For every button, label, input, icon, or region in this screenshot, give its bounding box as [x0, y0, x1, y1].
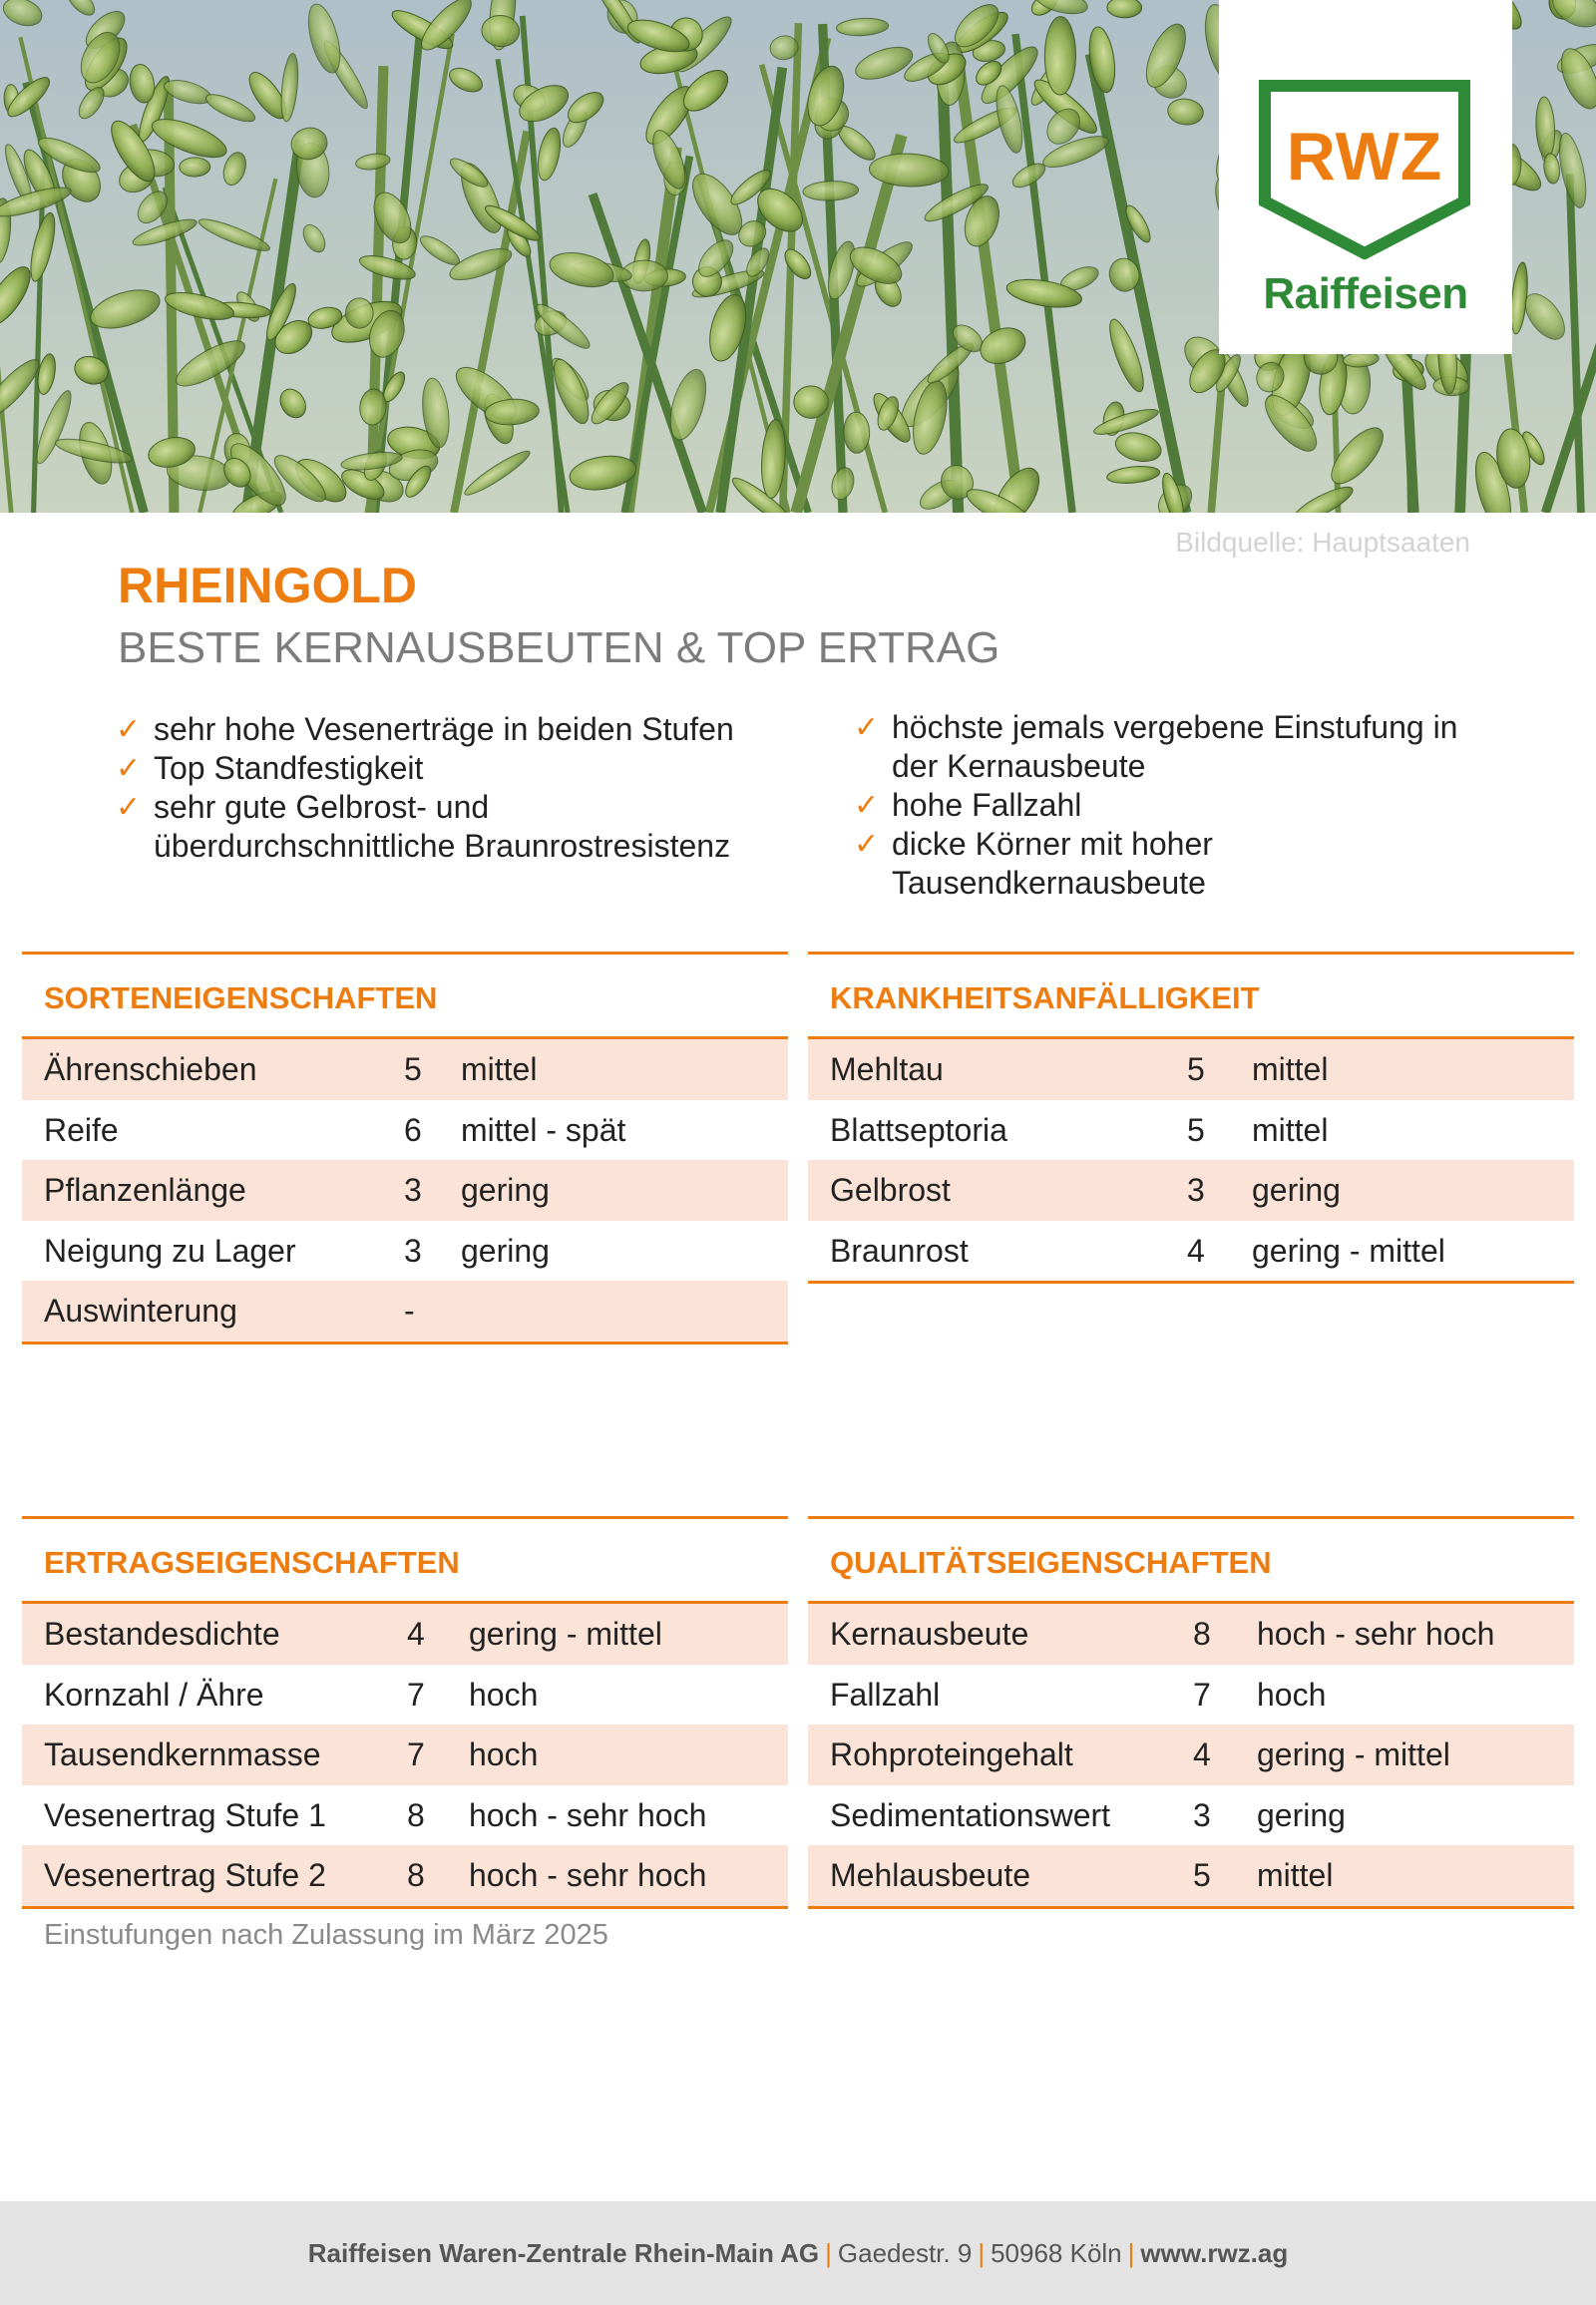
footer-city: 50968 Köln	[991, 2238, 1122, 2268]
row-name: Vesenertrag Stufe 2	[44, 1857, 326, 1893]
table-row	[808, 1785, 1574, 1846]
table-title: KRANKHEITSANFÄLLIGKEIT	[830, 980, 1260, 1015]
row-rating: gering	[461, 1172, 550, 1208]
table-row	[22, 1039, 788, 1100]
footer-separator: |	[825, 2238, 832, 2268]
row-rating: hoch - sehr hoch	[469, 1796, 707, 1833]
row-rating: mittel	[461, 1051, 538, 1087]
feature-text: sehr hohe Vesenerträge in beiden Stufen	[154, 711, 734, 747]
row-score: 3	[404, 1172, 422, 1208]
logo-brand: RWZ	[1286, 119, 1443, 194]
row-score: 3	[404, 1232, 422, 1269]
row-name: Braunrost	[830, 1232, 969, 1269]
table-bottom-rule	[808, 1281, 1574, 1284]
footer-company: Raiffeisen Waren-Zentrale Rhein-Main AG	[307, 2238, 820, 2268]
row-rating: gering	[1252, 1172, 1341, 1208]
checkmark-icon: ✓	[116, 713, 142, 746]
feature-list-right	[854, 708, 1512, 903]
footer-separator: |	[978, 2238, 986, 2268]
feature-text: Top Standfestigkeit	[154, 750, 424, 786]
row-score: -	[404, 1293, 415, 1329]
feature-item	[116, 710, 794, 749]
row-score: 5	[1187, 1111, 1205, 1148]
row-rating: mittel - spät	[461, 1111, 626, 1148]
hero-image	[0, 0, 1596, 513]
logo-name: Raiffeisen	[1263, 269, 1468, 318]
feature-text: Tausendkernausbeute	[892, 865, 1206, 901]
row-rating: gering - mittel	[469, 1616, 662, 1652]
table-row	[808, 1725, 1574, 1785]
row-score: 4	[407, 1616, 425, 1652]
feature-item	[854, 786, 1512, 825]
row-name: Neigung zu Lager	[44, 1232, 296, 1269]
feature-list-left	[116, 710, 794, 866]
row-score: 3	[1193, 1796, 1211, 1833]
table-row	[22, 1160, 788, 1221]
row-rating: hoch - sehr hoch	[1257, 1616, 1495, 1652]
feature-text: hohe Fallzahl	[892, 787, 1082, 823]
row-score: 7	[1193, 1676, 1211, 1713]
row-name: Mehltau	[830, 1051, 944, 1087]
feature-text: überdurchschnittliche Braunrostresistenz	[154, 828, 731, 864]
row-name: Kornzahl / Ähre	[44, 1676, 264, 1713]
row-score: 4	[1193, 1736, 1211, 1772]
row-rating: mittel	[1257, 1857, 1334, 1893]
feature-text: der Kernausbeute	[892, 748, 1146, 784]
checkmark-icon: ✓	[854, 789, 880, 822]
table-row	[808, 1665, 1574, 1726]
row-name: Ährenschieben	[44, 1051, 257, 1087]
footer-street: Gaedestr. 9	[837, 2238, 973, 2268]
table-title: SORTENEIGENSCHAFTEN	[44, 980, 438, 1015]
feature-item	[116, 749, 794, 788]
table-row	[808, 1221, 1574, 1282]
footer-website-link[interactable]: www.rwz.ag	[1140, 2238, 1289, 2268]
table-row	[22, 1100, 788, 1161]
row-name: Gelbrost	[830, 1172, 951, 1208]
table-row	[22, 1604, 788, 1665]
table-row	[22, 1725, 788, 1785]
table-title: ERTRAGSEIGENSCHAFTEN	[44, 1545, 460, 1580]
row-rating: hoch	[469, 1676, 539, 1713]
row-rating: gering - mittel	[1257, 1736, 1450, 1772]
row-rating: hoch - sehr hoch	[469, 1857, 707, 1893]
row-score: 8	[407, 1796, 425, 1833]
table-row	[808, 1604, 1574, 1665]
row-rating: gering	[1257, 1796, 1346, 1833]
image-credit: Bildquelle: Hauptsaaten	[1175, 527, 1470, 558]
feature-item	[854, 708, 1512, 786]
table-bottom-rule	[22, 1906, 788, 1909]
table-qualitaetseigenschaften	[808, 1516, 1574, 1909]
row-name: Rohproteingehalt	[830, 1736, 1073, 1772]
footer-separator: |	[1127, 2238, 1135, 2268]
row-score: 5	[1187, 1051, 1205, 1087]
table-row	[808, 1039, 1574, 1100]
row-score: 5	[404, 1051, 422, 1087]
feature-item	[116, 788, 794, 866]
row-score: 6	[404, 1111, 422, 1148]
page-title: RHEINGOLD	[118, 558, 417, 613]
feature-text: dicke Körner mit hoher	[892, 826, 1213, 862]
rwz-logo	[1219, 0, 1512, 354]
row-rating: mittel	[1252, 1111, 1329, 1148]
row-score: 8	[1193, 1616, 1211, 1652]
checkmark-icon: ✓	[854, 828, 880, 861]
feature-text: höchste jemals vergebene Einstufung in	[892, 709, 1458, 745]
table-row	[22, 1281, 788, 1342]
row-rating: gering	[461, 1232, 550, 1269]
row-score: 5	[1193, 1857, 1211, 1893]
checkmark-icon: ✓	[116, 791, 142, 824]
row-score: 7	[407, 1736, 425, 1772]
table-row	[808, 1100, 1574, 1161]
row-name: Mehlausbeute	[830, 1857, 1031, 1893]
row-score: 7	[407, 1676, 425, 1713]
footer	[0, 2201, 1596, 2305]
row-rating: hoch	[469, 1736, 539, 1772]
table-bottom-rule	[808, 1906, 1574, 1909]
table-row	[22, 1785, 788, 1846]
row-name: Auswinterung	[44, 1293, 237, 1329]
table-bottom-rule	[22, 1342, 788, 1345]
row-name: Bestandesdichte	[44, 1616, 280, 1652]
row-rating: mittel	[1252, 1051, 1329, 1087]
row-name: Tausendkernmasse	[44, 1736, 321, 1772]
table-krankheitsanfaelligkeit	[808, 952, 1574, 1284]
table-header	[808, 952, 1574, 1039]
table-header	[22, 1516, 788, 1604]
table-row	[808, 1160, 1574, 1221]
table-title: QUALITÄTSEIGENSCHAFTEN	[830, 1545, 1272, 1580]
checkmark-icon: ✓	[854, 711, 880, 744]
table-sorteneigenschaften	[22, 952, 788, 1345]
row-name: Reife	[44, 1111, 119, 1148]
row-name: Blattseptoria	[830, 1111, 1007, 1148]
feature-item	[854, 825, 1512, 903]
table-row	[22, 1845, 788, 1906]
table-row	[808, 1845, 1574, 1906]
row-rating: gering - mittel	[1252, 1232, 1445, 1269]
row-name: Sedimentationswert	[830, 1796, 1111, 1833]
row-name: Kernausbeute	[830, 1616, 1029, 1652]
table-header	[22, 952, 788, 1039]
page-subtitle: BESTE KERNAUSBEUTEN & TOP ERTRAG	[118, 623, 1000, 672]
row-name: Pflanzenlänge	[44, 1172, 246, 1208]
table-row	[22, 1665, 788, 1726]
row-score: 3	[1187, 1172, 1205, 1208]
row-name: Vesenertrag Stufe 1	[44, 1796, 326, 1833]
feature-text: sehr gute Gelbrost- und	[154, 789, 490, 825]
row-score: 8	[407, 1857, 425, 1893]
table-ertragseigenschaften	[22, 1516, 788, 1909]
table-header	[808, 1516, 1574, 1604]
rating-note: Einstufungen nach Zulassung im März 2025	[44, 1919, 608, 1951]
checkmark-icon: ✓	[116, 752, 142, 785]
row-rating: hoch	[1257, 1676, 1327, 1713]
row-name: Fallzahl	[830, 1676, 941, 1713]
table-row	[22, 1221, 788, 1282]
row-score: 4	[1187, 1232, 1205, 1269]
